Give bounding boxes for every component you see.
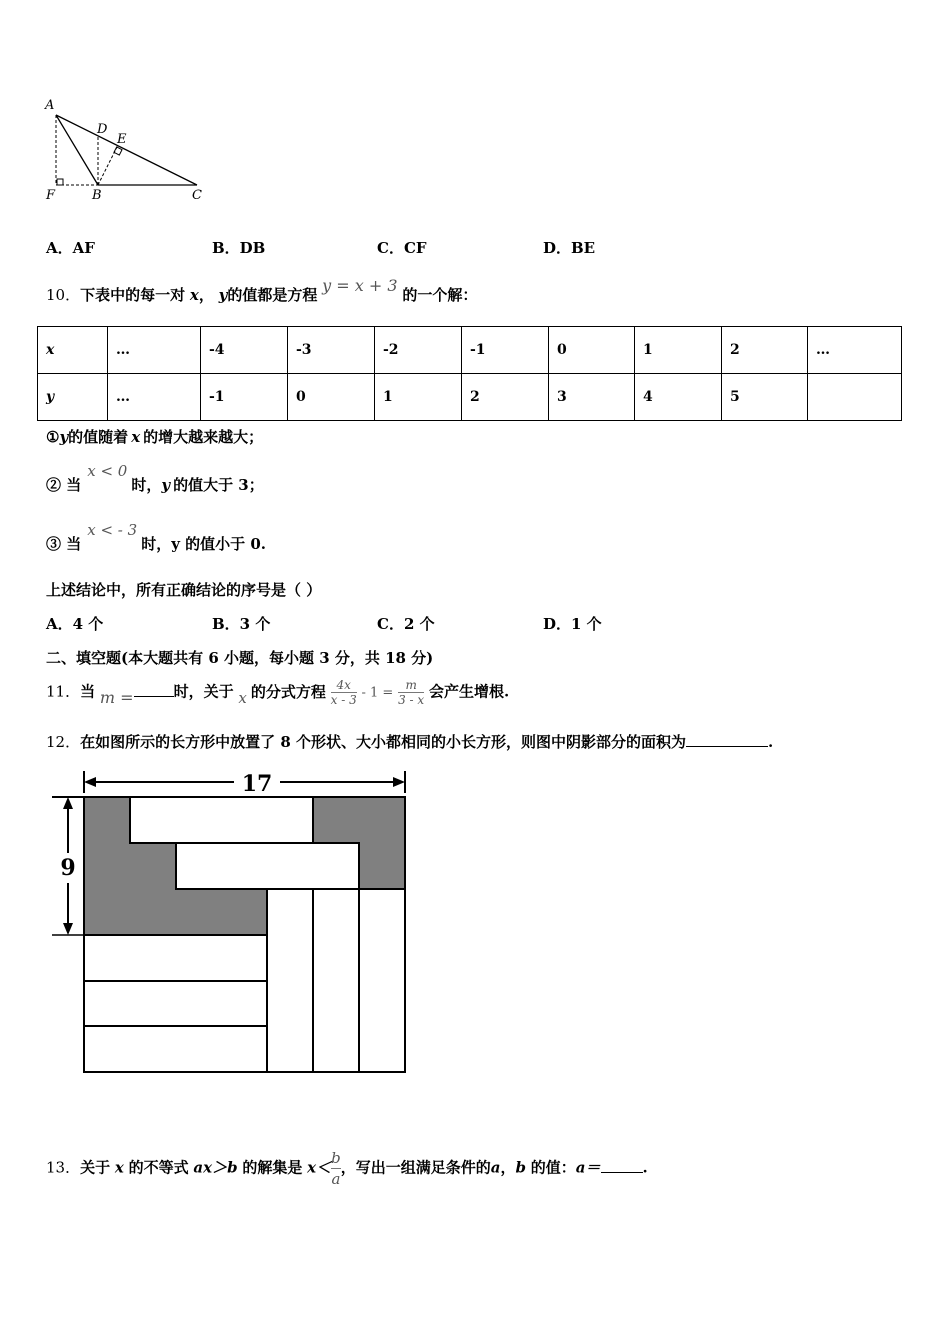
table-cell: 4 xyxy=(635,374,722,421)
table-cell: 0 xyxy=(549,327,635,374)
q12-text: 在如图所示的长方形中放置了 8 个形状、大小都相同的小长方形，则图中阴影部分的面积为 xyxy=(80,733,686,751)
table-cell: … xyxy=(108,374,201,421)
q13-text: 的值： xyxy=(530,1158,576,1177)
q12-end: . xyxy=(767,733,774,751)
q10-stem xyxy=(46,276,478,305)
statement-condition: x < 0 xyxy=(87,462,128,480)
q13-fraction xyxy=(331,1148,341,1189)
q10-var-x: x xyxy=(189,286,199,304)
section-heading: 二、填空题(本大题共有 6 小题，每小题 3 分，共 18 分) xyxy=(46,649,434,667)
q13-end: . xyxy=(642,1158,648,1177)
small-rectangle xyxy=(359,889,405,1072)
q10-sep: ， xyxy=(198,286,214,304)
shaded-region xyxy=(84,889,267,935)
q13-text: 关于 xyxy=(80,1158,111,1177)
statement-text: 的值随着 xyxy=(68,428,129,446)
table-cell xyxy=(808,374,902,421)
q13-text: ， xyxy=(500,1158,516,1177)
q10-option-c[interactable]: C．2 个 xyxy=(377,615,435,633)
q10-stem-c: 的一个解： xyxy=(402,286,478,304)
table-cell: 3 xyxy=(549,374,635,421)
q13-var: b xyxy=(515,1158,526,1177)
q13-stem xyxy=(46,1148,648,1189)
q13-text: ，写出一组满足条件的 xyxy=(340,1158,491,1177)
q11-text: 的分式方程 xyxy=(250,682,326,701)
small-rectangle xyxy=(84,1026,267,1072)
q13-solution: x＜ xyxy=(307,1158,332,1177)
q12-stem xyxy=(46,731,773,752)
arrowhead xyxy=(63,797,73,809)
q11-var-x: x xyxy=(238,688,247,707)
arrowhead xyxy=(393,777,405,787)
q11-fraction-1 xyxy=(331,678,357,707)
q11-answer-blank[interactable] xyxy=(134,682,174,697)
table-cell: -3 xyxy=(288,327,375,374)
q11-number: 11． xyxy=(46,682,81,701)
q12-number: 12． xyxy=(46,733,81,751)
frac-den: x - 3 xyxy=(330,693,357,707)
q10-statement-3 xyxy=(46,521,267,554)
statement-text: 时，y 的值小于 0. xyxy=(141,535,267,553)
q11-minus-one: - 1 = xyxy=(361,685,394,701)
q11-text: 会产生增根. xyxy=(428,682,510,701)
table-cell: 2 xyxy=(722,327,808,374)
table-cell: 1 xyxy=(635,327,722,374)
q11-text: 时，关于 xyxy=(173,682,234,701)
frac-den: a xyxy=(331,1170,341,1188)
q13-text: 的解集是 xyxy=(242,1158,303,1177)
q10-stem-a: 下表中的每一对 xyxy=(80,286,186,304)
arrowhead xyxy=(63,923,73,935)
statement-condition: x < - 3 xyxy=(87,521,138,539)
q10-statement-1 xyxy=(46,426,263,447)
table-cell: 0 xyxy=(288,374,375,421)
statement-text: 的增大越来越大； xyxy=(143,428,264,446)
height-label: 9 xyxy=(60,855,76,881)
q10-stem-b: 的值都是方程 xyxy=(227,286,318,304)
rectangle-figure xyxy=(48,765,413,1080)
q11-fraction-2 xyxy=(398,678,424,707)
table-cell: -1 xyxy=(201,374,288,421)
frac-num: b xyxy=(331,1149,341,1167)
right-angle-e xyxy=(114,147,122,155)
table-row xyxy=(38,327,902,374)
shaded-region xyxy=(359,843,405,889)
table-cell: 5 xyxy=(722,374,808,421)
table-cell: 1 xyxy=(375,374,462,421)
label-d: D xyxy=(97,122,108,137)
right-angle-f xyxy=(57,179,63,185)
q10-value-table xyxy=(37,326,902,421)
q9-option-c[interactable]: C．CF xyxy=(377,239,427,257)
shaded-region xyxy=(84,843,176,889)
statement-var: x xyxy=(131,428,141,446)
q11-stem xyxy=(46,678,509,707)
small-rectangle xyxy=(267,889,313,1072)
statement-var: y xyxy=(59,428,69,446)
q9-option-a[interactable]: A．AF xyxy=(46,239,95,257)
label-e: E xyxy=(117,132,127,147)
statement-prefix: ① xyxy=(46,428,60,446)
table-cell: … xyxy=(808,327,902,374)
q10-option-b[interactable]: B．3 个 xyxy=(212,615,271,633)
statement-text: 的值大于 3； xyxy=(173,476,264,494)
q11-m-equals: m = xyxy=(99,687,134,707)
small-rectangle xyxy=(84,981,267,1026)
shaded-region xyxy=(84,797,130,843)
table-row xyxy=(38,374,902,421)
q13-a-equals: a＝ xyxy=(575,1158,601,1177)
small-rectangle xyxy=(313,889,359,1072)
frac-den: 3 - x xyxy=(398,693,425,707)
table-cell: y xyxy=(38,374,108,421)
table-cell: 2 xyxy=(462,374,549,421)
q12-answer-blank[interactable] xyxy=(686,732,768,747)
q10-number: 10． xyxy=(46,286,81,304)
small-rectangle xyxy=(176,843,359,889)
statement-prefix: ③ 当 xyxy=(46,535,82,553)
label-c: C xyxy=(192,188,202,203)
label-b: B xyxy=(92,188,102,203)
q10-question: 上述结论中，所有正确结论的序号是（ ） xyxy=(46,581,322,599)
statement-var: y xyxy=(161,476,171,494)
q13-var: x xyxy=(114,1158,124,1177)
shaded-region xyxy=(313,797,405,843)
q10-statement-2 xyxy=(46,462,264,495)
q10-option-d[interactable]: D．1 个 xyxy=(543,615,602,633)
frac-num: 4x xyxy=(336,678,351,692)
q13-answer-blank[interactable] xyxy=(601,1158,643,1173)
q13-text: 的不等式 xyxy=(128,1158,189,1177)
q10-equation: y = x + 3 xyxy=(322,276,398,295)
table-cell: -1 xyxy=(462,327,549,374)
small-rectangle xyxy=(130,797,313,843)
q10-option-a[interactable]: A．4 个 xyxy=(46,615,104,633)
q11-text: 当 xyxy=(80,682,96,701)
table-cell: … xyxy=(108,327,201,374)
frac-num: m xyxy=(405,678,417,692)
table-cell: x xyxy=(38,327,108,374)
table-cell: -2 xyxy=(375,327,462,374)
arrowhead xyxy=(84,777,96,787)
label-a: A xyxy=(45,98,55,113)
q9-option-b[interactable]: B．DB xyxy=(212,239,266,257)
q13-var: a xyxy=(490,1158,501,1177)
q10-var-y: y xyxy=(218,286,228,304)
q13-number: 13． xyxy=(46,1158,81,1177)
statement-prefix: ② 当 xyxy=(46,476,82,494)
statement-text: 时， xyxy=(131,476,162,494)
label-f: F xyxy=(46,188,56,203)
small-rectangle xyxy=(84,935,267,981)
q13-inequality: ax＞b xyxy=(193,1158,238,1177)
width-label: 17 xyxy=(241,771,273,797)
q9-option-d[interactable]: D．BE xyxy=(543,239,596,257)
table-cell: -4 xyxy=(201,327,288,374)
triangle-figure xyxy=(40,95,215,210)
